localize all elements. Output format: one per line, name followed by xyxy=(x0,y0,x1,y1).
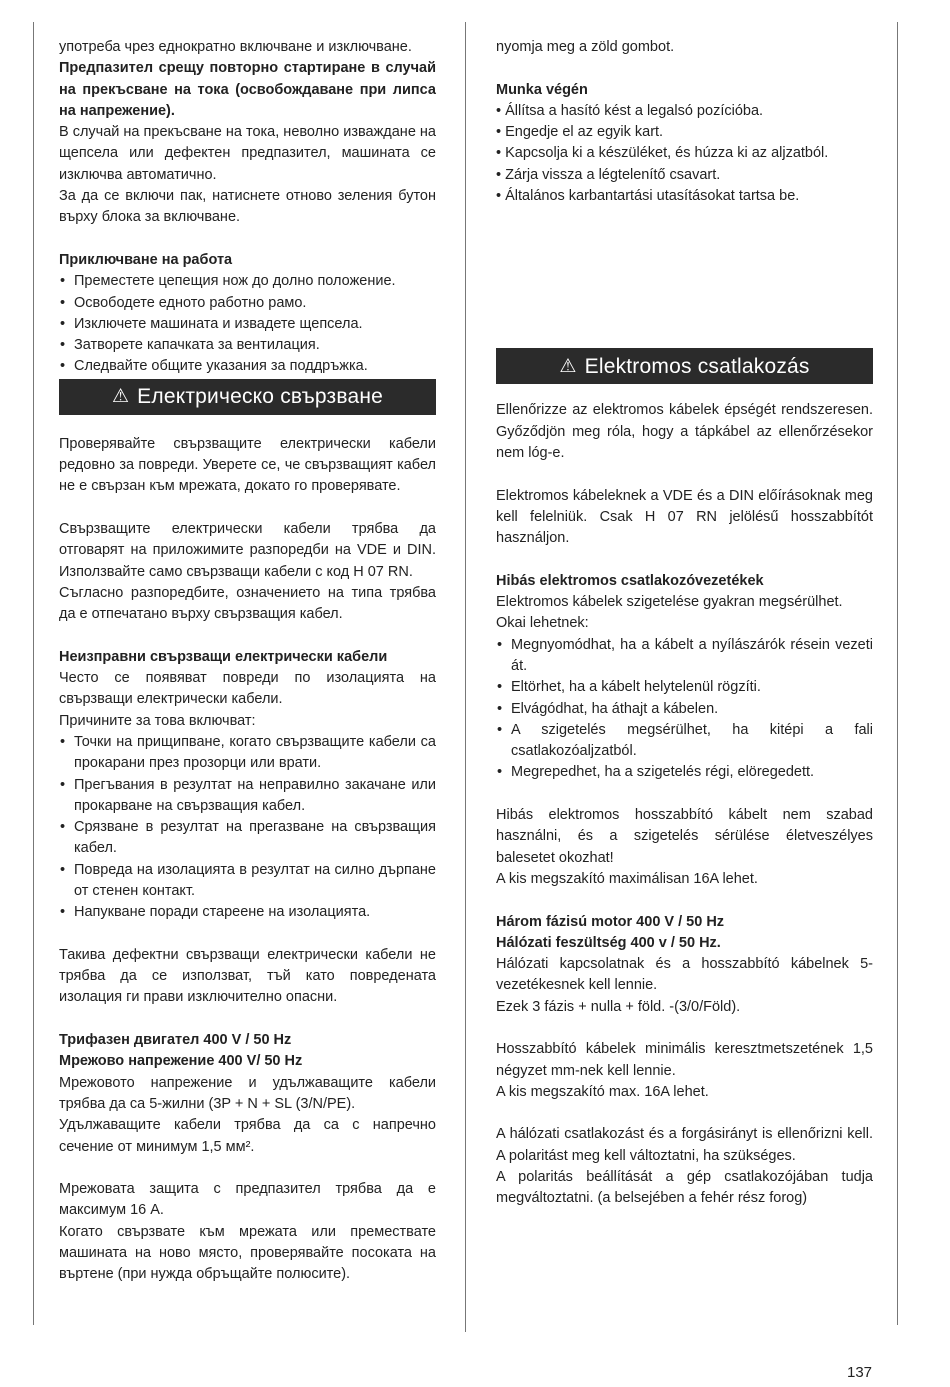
paragraph: Често се появяват повреди по изолацията на свързващи електрически кабели. xyxy=(59,670,436,708)
page-number: 137 xyxy=(847,1364,873,1381)
paragraph: Hosszabbító kábelek minimális keresztmetszetének 1,5 négyzet mm-nek kell lennie. xyxy=(496,1041,873,1079)
paragraph: Hibás elektromos hosszabbító kábelt nem szabad használni, és a szigetelés sérülése életveszélyes balesetet okozhat! xyxy=(496,807,873,866)
paragraph: Свързващите електрически кабели трябва да отговарят на приложимите разпоредби на VDE и DIN. Използвайте само свързващи кабели с код H 07 RN. xyxy=(59,520,436,580)
paragraph: A polaritás beállítását a gép csatlakozójában tudja megváltoztatni. (a belsejében a fehér rész forog) xyxy=(496,1169,873,1207)
motor-heading: Három fázisú motor 400 V / 50 Hz xyxy=(496,913,725,930)
right-margin-rule xyxy=(897,22,898,1325)
list-item: • Megnyomódhat, ha a kábelt a nyílászárók résein vezeti át. xyxy=(496,635,873,678)
section-title: Elektromos csatlakozás xyxy=(584,354,810,378)
end-of-work-list xyxy=(496,101,873,207)
end-of-work-heading: Приключване на работа xyxy=(59,251,233,268)
paragraph: A hálózati csatlakozást és a forgásirányt is ellenőrizni kell. A polaritást meg kell változtatni, ha szükséges. xyxy=(496,1126,873,1164)
paragraph: Проверявайте свързващите електрически кабели редовно за повреди. Уверете се, че свързващият кабел не е свързан към мрежата, докато го проверявате. xyxy=(59,435,436,495)
left-column xyxy=(59,37,436,1286)
list-item: • Преместете цепещия нож до долно положение. xyxy=(59,271,436,292)
restart-heading: Предпазител срещу повторно стартиране в случай на прекъсване на тока (освобождаване при липса на напрежение). xyxy=(59,60,436,119)
list-item: • Állítsa a hasító kést a legalsó pozícióba. xyxy=(496,101,873,122)
motor-heading: Трифазен двигател 400 V / 50 Hz xyxy=(59,1032,292,1049)
paragraph: Мрежовото напрежение и удължаващите кабели трябва да са 5-жилни (3P + N + SL (3/N/PE). xyxy=(59,1074,436,1112)
paragraph: Съгласно разпоредбите, означението на типа трябва да е отпечатано върху свързващия кабел. xyxy=(59,584,436,623)
warning-triangle-icon: ⚠ xyxy=(559,355,577,377)
list-item: • Напукване поради стареене на изолацията. xyxy=(59,902,436,923)
paragraph: Такива дефектни свързващи електрически кабели не трябва да се използват, тъй като повредената изолация ги прави изключително опасни. xyxy=(59,946,436,1006)
section-title-bar xyxy=(59,379,436,415)
section-title-bar xyxy=(496,348,873,384)
list-item: • Kapcsolja ki a készüléket, és húzza ki az aljzatból. xyxy=(496,143,873,164)
end-of-work-list xyxy=(59,271,436,377)
list-item: • A szigetelés megsérülhet, ha kitépi a fali csatlakozóaljzatból. xyxy=(496,720,873,763)
list-item: • Zárja vissza a légtelenítő csavart. xyxy=(496,165,873,186)
list-item: • Elvágódhat, ha áthajt a kábelen. xyxy=(496,699,873,720)
warning-triangle-icon: ⚠ xyxy=(111,386,130,408)
paragraph: A kis megszakító max. 16A lehet. xyxy=(496,1083,709,1100)
right-column xyxy=(496,37,873,1210)
list-item: • Освободете едното работно рамо. xyxy=(59,293,436,314)
list-item: • Megrepedhet, ha a szigetelés régi, elöregedett. xyxy=(496,762,873,783)
paragraph: Ellenőrizze az elektromos kábelek épségét rendszeresen. Győződjön meg róla, hogy a tápkábel az ellenőrzésekor nem lóg-e. xyxy=(496,402,873,461)
paragraph: Elektromos kábeleknek a VDE és a DIN előírásoknak meg kell felelniük. Csak H 07 RN jelölésű hosszabbítót használjon. xyxy=(496,487,873,547)
list-item: • Затворете капачката за вентилация. xyxy=(59,335,436,356)
center-divider-rule xyxy=(465,22,466,1332)
list-item: • Повреда на изолацията в резултат на силно дърпане от стенен контакт. xyxy=(59,860,436,903)
intro-line: nyomja meg a zöld gombot. xyxy=(496,39,675,55)
defective-cables-heading: Hibás elektromos csatlakozóvezetékek xyxy=(496,572,764,589)
list-item: • Срязване в резултат на прегазване на свързващия кабел. xyxy=(59,817,436,860)
paragraph: Elektromos kábelek szigetelése gyakran megsérülhet. xyxy=(496,594,843,611)
defective-cables-heading: Неизправни свързващи електрически кабели xyxy=(59,648,388,665)
paragraph: A kis megszakító maximálisan 16A lehet. xyxy=(496,870,758,887)
section-title: Електрическо свързване xyxy=(137,385,384,409)
list-item: • Engedje el az egyik kart. xyxy=(496,122,873,143)
defect-causes-list xyxy=(496,635,873,784)
paragraph: Когато свързвате към мрежата или премествате машината на ново място, проверявайте посоката на въртене (при нужда обръщайте полюсите). xyxy=(59,1223,436,1283)
defect-causes-list xyxy=(59,732,436,924)
list-item: • Следвайте общите указания за поддръжка. xyxy=(59,356,436,377)
list-item: • Eltörhet, ha a kábelt helytelenül rögzíti. xyxy=(496,677,873,698)
paragraph: В случай на прекъсване на тока, неволно изваждане на щепсела или дефектен предпазител, машината се изключва автоматично. xyxy=(59,124,436,183)
voltage-heading: Мрежово напрежение 400 V/ 50 Hz xyxy=(59,1053,303,1070)
paragraph: За да се включи пак, натиснете отново зеления бутон върху блока за включване. xyxy=(59,188,436,226)
paragraph: Hálózati kapcsolatnak és a hosszabbító kábelnek 5-vezetékesnek kell lennie. xyxy=(496,956,873,994)
paragraph: Причините за това включват: xyxy=(59,712,256,729)
list-item: • Általános karbantartási utasításokat tartsa be. xyxy=(496,186,873,207)
paragraph: Удължаващите кабели трябва да са с напречно сечение от минимум 1,5 мм². xyxy=(59,1117,436,1155)
intro-line: употреба чрез еднократно включване и изключване. xyxy=(59,39,412,55)
voltage-heading: Hálózati feszültség 400 v / 50 Hz. xyxy=(496,934,721,951)
list-item: • Изключете машината и извадете щепсела. xyxy=(59,314,436,335)
end-of-work-heading: Munka végén xyxy=(496,81,588,98)
paragraph: Мрежовата защита с предпазител трябва да е максимум 16 A. xyxy=(59,1181,436,1219)
left-margin-rule xyxy=(33,22,34,1325)
paragraph: Okai lehetnek: xyxy=(496,615,589,632)
paragraph: Ezek 3 fázis + nulla + föld. -(3/0/Föld). xyxy=(496,998,741,1015)
list-item: • Прегъвания в резултат на неправилно закачане или прокарване на свързващия кабел. xyxy=(59,775,436,818)
list-item: • Точки на прищипване, когато свързващите кабели са прокарани през прозорци или врати. xyxy=(59,732,436,775)
